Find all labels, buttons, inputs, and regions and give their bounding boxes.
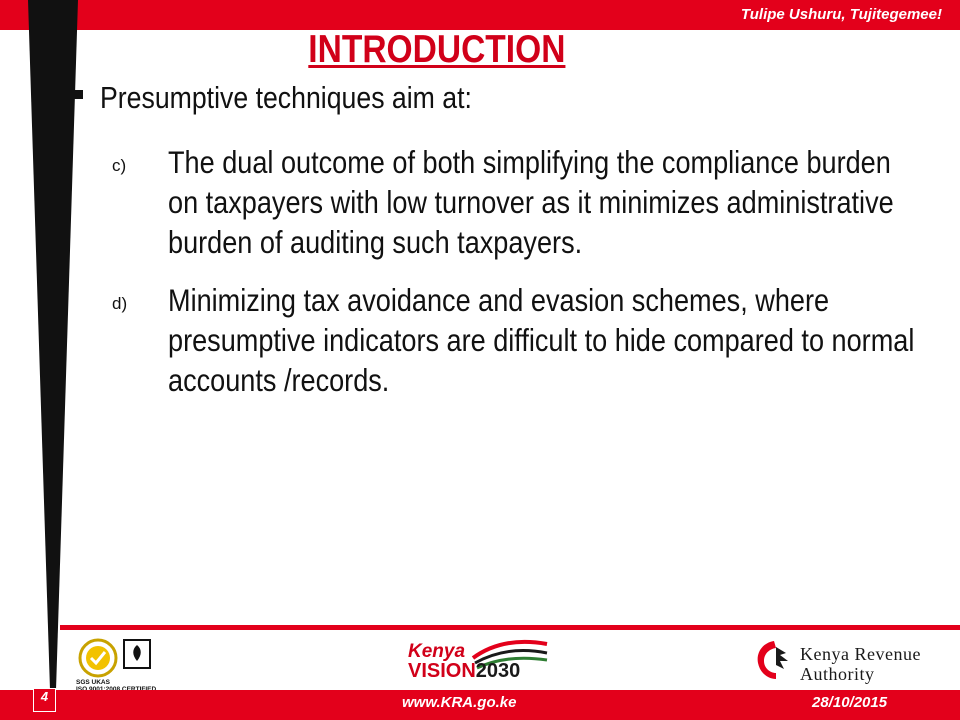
main-bullet-text: Presumptive techniques aim at: bbox=[100, 80, 472, 115]
website-link[interactable]: www.KRA.go.ke bbox=[402, 694, 517, 711]
header-bar bbox=[0, 0, 960, 30]
square-bullet-icon bbox=[74, 90, 83, 99]
sgs-certification-icon bbox=[78, 638, 118, 678]
motto-text: Tulipe Ushuru, Tujitegemee! bbox=[740, 6, 942, 23]
kra-name-line1: Kenya Revenue bbox=[800, 644, 921, 664]
vision-kenya-text: Kenya bbox=[408, 641, 466, 662]
left-decorative-stripe bbox=[0, 0, 90, 700]
ukas-certification-icon bbox=[122, 638, 152, 678]
vision-word: VISION bbox=[408, 660, 476, 682]
list-item-text: The dual outcome of both simplifying the compliance burden on taxpayers with low turnover as it minimizes administrative burden of auditing such taxpayers. bbox=[168, 144, 894, 260]
slide-title: INTRODUCTION bbox=[308, 28, 566, 71]
kra-lion-emblem-icon bbox=[752, 637, 796, 683]
vision-2030-text bbox=[408, 660, 520, 683]
page-number: 4 bbox=[40, 689, 49, 704]
sgs-label: SGS bbox=[76, 679, 90, 686]
ukas-label: UKAS bbox=[91, 679, 110, 686]
list-marker: c) bbox=[112, 156, 127, 175]
list-marker: d) bbox=[112, 294, 128, 313]
footer-divider bbox=[60, 625, 960, 630]
list-item-text: Minimizing tax avoidance and evasion schemes, where presumptive indicators are difficult to hide compared to normal accounts /records. bbox=[168, 282, 915, 398]
kra-name-line2: Authority bbox=[800, 664, 875, 684]
slide-date: 28/10/2015 bbox=[812, 694, 888, 711]
vision-year: 2030 bbox=[475, 660, 521, 682]
